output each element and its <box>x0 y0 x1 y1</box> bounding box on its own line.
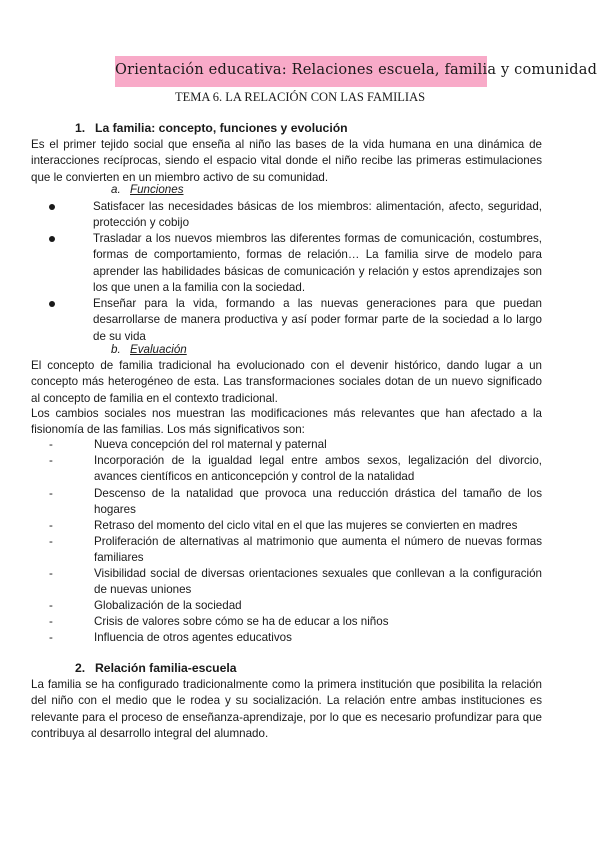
dash-marker: - <box>49 615 53 628</box>
list-item <box>45 296 542 345</box>
title-banner <box>115 56 598 87</box>
evaluacion-paragraph-1: El concepto de familia tradicional ha evolucionado con el devenir histórico, dando lugar a un concepto más heterogéneo de esta. Las transformaciones sociales dotan de un nuevo significado al concepto de familia en el contexto tradicional. <box>31 359 542 405</box>
subsection-evaluacion-title: Evaluación <box>130 343 187 356</box>
section-1-intro: Es el primer tejido social que enseña al niño las bases de la vida humana en una dinámica de interacciones recíprocas, siendo el espacio vital donde el niño recibe las primeras estimulaciones que le convierten en un miembro activo de su comunidad. <box>31 138 542 184</box>
list-item <box>45 437 542 453</box>
subsection-funciones-letter: a. <box>111 183 121 196</box>
subsection-funciones <box>111 183 184 196</box>
document-title: Orientación educativa: Relaciones escuela, familia y comunidad <box>115 62 598 78</box>
subsection-evaluacion <box>111 343 187 356</box>
bullet-icon <box>45 199 65 215</box>
evaluacion-paragraph-2: Los cambios sociales nos muestran las modificaciones más relevantes que han afectado a la fisionomía de las familias. Los más significativos son: <box>31 407 542 437</box>
dash-marker: - <box>49 454 53 467</box>
section-2-paragraph: La familia se ha configurado tradicionalmente como la primera institución que posibilita la relación del niño con el medio que le rodea y su socialización. La relación entre ambas instituciones es relevante para el proceso de enseñanza-aprendizaje, por lo que es necesario profundizar para que contribuya al desarrollo integral del alumnado. <box>31 678 542 740</box>
list-item <box>45 598 542 614</box>
list-item-text: Trasladar a los nuevos miembros las diferentes formas de comunicación, costumbres, formas de comportamiento, formas de relación… La familia sirve de modelo para aprender las habilidades básicas de comunicación y relación y estos aprendizajes son los que unen a la familia con la sociedad. <box>93 232 542 294</box>
section-2-title: Relación familia-escuela <box>95 661 237 675</box>
list-item <box>45 614 542 630</box>
dash-marker: - <box>49 535 53 548</box>
list-item-text: Globalización de la sociedad <box>94 599 242 612</box>
list-item-text: Crisis de valores sobre cómo se ha de educar a los niños <box>94 615 389 628</box>
subsection-funciones-title: Funciones <box>130 183 184 196</box>
document-subtitle: TEMA 6. LA RELACIÓN CON LAS FAMILIAS <box>174 90 426 104</box>
section-1-title: La familia: concepto, funciones y evolución <box>95 121 348 135</box>
dash-marker: - <box>49 487 53 500</box>
list-item <box>45 231 542 296</box>
bullet-icon <box>45 231 65 247</box>
list-item <box>45 630 542 646</box>
subsection-evaluacion-letter: b. <box>111 343 121 356</box>
dash-marker: - <box>49 519 53 532</box>
list-item-text: Satisfacer las necesidades básicas de los miembros: alimentación, afecto, seguridad, protección y cobijo <box>93 200 542 230</box>
dash-marker: - <box>49 438 53 451</box>
list-item <box>45 518 542 534</box>
list-item-text: Influencia de otros agentes educativos <box>94 631 292 644</box>
list-item <box>45 199 542 232</box>
section-1-heading <box>75 121 348 135</box>
list-item-text: Visibilidad social de diversas orientaciones sexuales que conllevan a la configuración de nuevas uniones <box>94 567 542 597</box>
list-item <box>45 486 542 519</box>
list-item-text: Descenso de la natalidad que provoca una reducción drástica del tamaño de los hogares <box>94 487 542 517</box>
list-item-text: Enseñar para la vida, formando a las nuevas generaciones para que puedan desarrollarse de manera productiva y así poder formar parte de la sociedad a lo largo de su vida <box>93 297 542 343</box>
list-item <box>45 534 542 567</box>
list-item <box>45 566 542 599</box>
section-2-heading <box>75 661 237 675</box>
section-2-number: 2. <box>75 661 86 675</box>
list-item-text: Proliferación de alternativas al matrimonio que aumenta el número de nuevas formas familiares <box>94 535 542 565</box>
bullet-icon <box>45 296 65 312</box>
list-item-text: Nueva concepción del rol maternal y paternal <box>94 438 327 451</box>
section-1-number: 1. <box>75 121 86 135</box>
list-item-text: Incorporación de la igualdad legal entre ambos sexos, legalización del divorcio, avances científicos en anticoncepción y control de la natalidad <box>94 454 542 484</box>
list-item-text: Retraso del momento del ciclo vital en el que las mujeres se convierten en madres <box>94 519 518 532</box>
list-item <box>45 453 542 486</box>
dash-marker: - <box>49 599 53 612</box>
dash-marker: - <box>49 567 53 580</box>
dash-marker: - <box>49 631 53 644</box>
